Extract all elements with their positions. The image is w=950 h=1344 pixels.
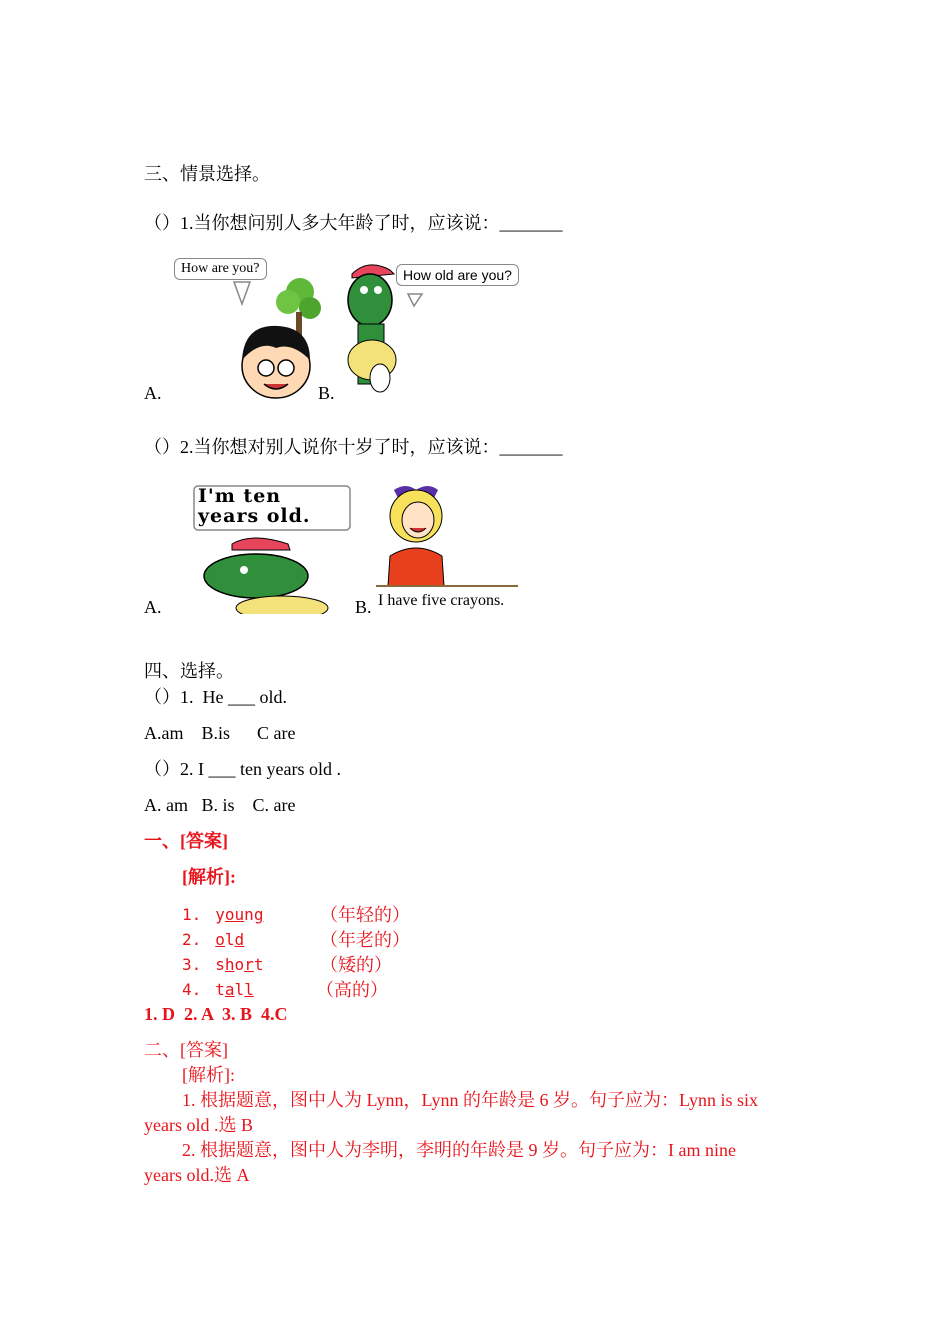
girl-illustration: [376, 482, 518, 592]
word-meaning-1: （年轻的）: [320, 905, 410, 925]
question-4-1: （）1. He ___ old.: [144, 687, 287, 707]
picture-boy-asking: [172, 256, 322, 400]
speech-bubble: How are you?: [174, 258, 267, 280]
word-row-2: 2. old: [182, 930, 245, 949]
analysis-para-1-line-2: years old .选 B: [144, 1115, 253, 1135]
question-4-2: （）2. I ___ ten years old .: [144, 759, 341, 779]
analysis-para-2-line-1: 2. 根据题意，图中人为李明，李明的年龄是 9 岁。句子应为：I am nine: [182, 1140, 736, 1160]
option-a-label[interactable]: A.: [144, 383, 162, 403]
picture-caption: I have five crayons.: [378, 592, 505, 609]
speech-bubble: [198, 486, 311, 526]
analysis-label-2: [解析]:: [182, 1065, 235, 1085]
boy-illustration: [172, 256, 322, 400]
option-a-label[interactable]: A.: [144, 597, 162, 617]
word-row-1: 1. young: [182, 905, 264, 924]
question-3-2: [144, 436, 563, 458]
option-b-label[interactable]: B.: [355, 597, 372, 617]
speech-line-2: years old.: [198, 505, 311, 527]
picture-dinosaur-ten: [192, 484, 352, 614]
question-text: 1.当你想问别人多大年龄了时，应该说：_______: [180, 213, 563, 233]
picture-dinosaur-asking: [346, 260, 512, 400]
answer-blank-paren[interactable]: （）: [144, 213, 180, 233]
speech-bubble: How old are you?: [396, 264, 519, 286]
analysis-label-1: [解析]:: [182, 867, 236, 887]
section3-title: 三、情景选择。: [144, 164, 270, 184]
picture-girl-crayons: [376, 482, 518, 614]
question-4-1-options[interactable]: A.am B.is C are: [144, 723, 296, 743]
answer-key-1: 1. D 2. A 3. B 4.C: [144, 1004, 288, 1024]
word-row-4: 4. tall: [182, 980, 254, 999]
section4-title: 四、选择。: [144, 661, 234, 681]
word-meaning-2: （年老的）: [320, 930, 410, 950]
option-b-label[interactable]: B.: [318, 383, 335, 403]
speech-line-1: I'm ten: [198, 485, 282, 507]
word-meaning-4: （高的）: [316, 980, 388, 1000]
answer-heading-1: 一、[答案]: [144, 831, 228, 851]
question-4-2-options[interactable]: A. am B. is C. are: [144, 795, 296, 815]
answer-heading-2: 二、[答案]: [144, 1040, 228, 1060]
analysis-para-1-line-1: 1. 根据题意，图中人为 Lynn，Lynn 的年龄是 6 岁。句子应为：Lynn is six: [182, 1090, 759, 1110]
question-3-1: [144, 212, 563, 234]
question-text: 2.当你想对别人说你十岁了时，应该说：_______: [180, 437, 563, 457]
dinosaur-illustration: [346, 260, 491, 400]
analysis-para-2-line-2: years old.选 A: [144, 1165, 250, 1185]
word-meaning-3: （矮的）: [320, 955, 392, 975]
answer-blank-paren[interactable]: （）: [144, 437, 180, 457]
word-row-3: 3. short: [182, 955, 264, 974]
